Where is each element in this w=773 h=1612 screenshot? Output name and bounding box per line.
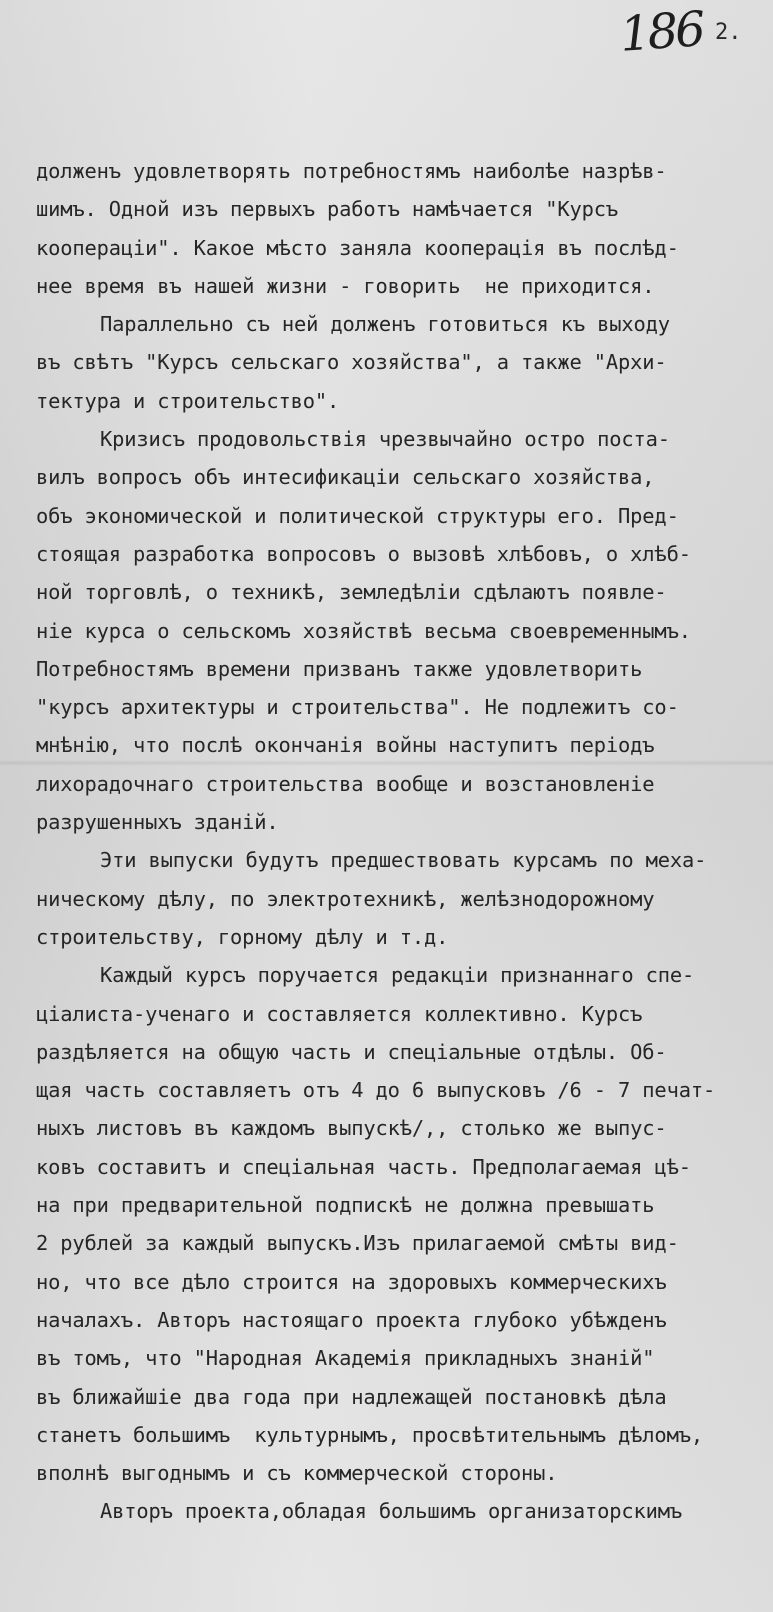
paragraph-start-line: Авторъ проекта,обладая большимъ организаторскимъ [100, 1499, 683, 1524]
text-line: раздѣляется на общую часть и спецiальные отдѣлы. Об- [36, 1039, 667, 1064]
text-line: ковъ составитъ и спецiальная часть. Предполагаемая цѣ- [36, 1154, 691, 1179]
text-line: нее время въ нашей жизни - говорить не приходится. [36, 273, 655, 298]
page-number: 2. [715, 20, 742, 45]
text-line: стоящая разработка вопросовъ о вызовѣ хлѣбовъ, о хлѣб- [36, 541, 691, 566]
text-line: тектура и строительство". [36, 388, 340, 413]
text-line: въ томъ, что "Народная Академiя прикладныхъ знанiй" [36, 1346, 655, 1371]
text-line: лихорадочнаго строительства вообще и возстановленiе [36, 771, 655, 796]
text-line: на при предварительной подпискѣ не должна превышать [36, 1193, 655, 1218]
text-line: кооперацiи". Какое мѣсто заняла кооперацiя въ послѣд- [36, 235, 679, 260]
handwritten-folio-number: 186 [618, 1, 705, 63]
paragraph-start-line: Эти выпуски будутъ предшествовать курсамъ по меха- [100, 848, 707, 873]
text-line: цiалиста-ученаго и составляется коллективно. Курсъ [36, 1001, 643, 1026]
text-line: нiе курса о сельскомъ хозяйствѣ весьма своевременнымъ. [36, 618, 691, 643]
text-line: въ свѣтъ "Курсъ сельскаго хозяйства", а также "Архи- [36, 350, 667, 375]
text-line: строительству, горному дѣлу и т.д. [36, 924, 449, 949]
text-line: шимъ. Одной изъ первыхъ работъ намѣчается "Курсъ [36, 197, 619, 222]
paragraph-start-line: Параллельно съ ней долженъ готовиться къ выходу [100, 312, 670, 337]
text-line: но, что все дѣло строится на здоровыхъ коммерческихъ [36, 1269, 667, 1294]
paragraph-start-line: Каждый курсъ поручается редакцiи признаннаго спе- [100, 963, 695, 988]
text-line: въ ближайшiе два года при надлежащей постановкѣ дѣла [36, 1384, 667, 1409]
page-header [608, 1, 758, 68]
text-line: 2 рублей за каждый выпускъ.Изъ прилагаемой смѣты вид- [36, 1231, 679, 1256]
text-line: ническому дѣлу, по электротехникѣ, желѣзнодорожному [36, 886, 655, 911]
text-line: разрушенныхъ зданiй. [36, 810, 279, 835]
text-line: ныхъ листовъ въ каждомъ выпускѣ/,, столько же выпус- [36, 1116, 667, 1141]
text-line: щая часть составляетъ отъ 4 до 6 выпусковъ /6 - 7 печат- [36, 1078, 716, 1103]
text-line: началахъ. Авторъ настоящаго проекта глубоко убѣжденъ [36, 1307, 667, 1332]
text-line: вполнѣ выгоднымъ и съ коммерческой стороны. [36, 1461, 558, 1486]
text-line: вилъ вопросъ объ интесификацiи сельскаго хозяйства, [36, 465, 655, 490]
text-line: "курсъ архитектуры и строительства". Не подлежитъ со- [36, 695, 679, 720]
text-line: Потребностямъ времени призванъ также удовлетворить [36, 656, 643, 681]
text-line: мнѣнiю, что послѣ окончанiя войны наступитъ перiодъ [36, 733, 655, 758]
text-line: станетъ большимъ культурнымъ, просвѣтительнымъ дѣломъ, [36, 1422, 703, 1447]
text-line: объ экономической и политической структуры его. Пред- [36, 503, 679, 528]
paragraph-start-line: Кризисъ продовольствiя чрезвычайно остро поста- [100, 427, 670, 452]
text-line: ной торговлѣ, о техникѣ, земледѣлiи сдѣлаютъ появле- [36, 580, 667, 605]
text-line: долженъ удовлетворять потребностямъ наиболѣе назрѣв- [36, 159, 667, 183]
typed-text-body [36, 152, 766, 1531]
